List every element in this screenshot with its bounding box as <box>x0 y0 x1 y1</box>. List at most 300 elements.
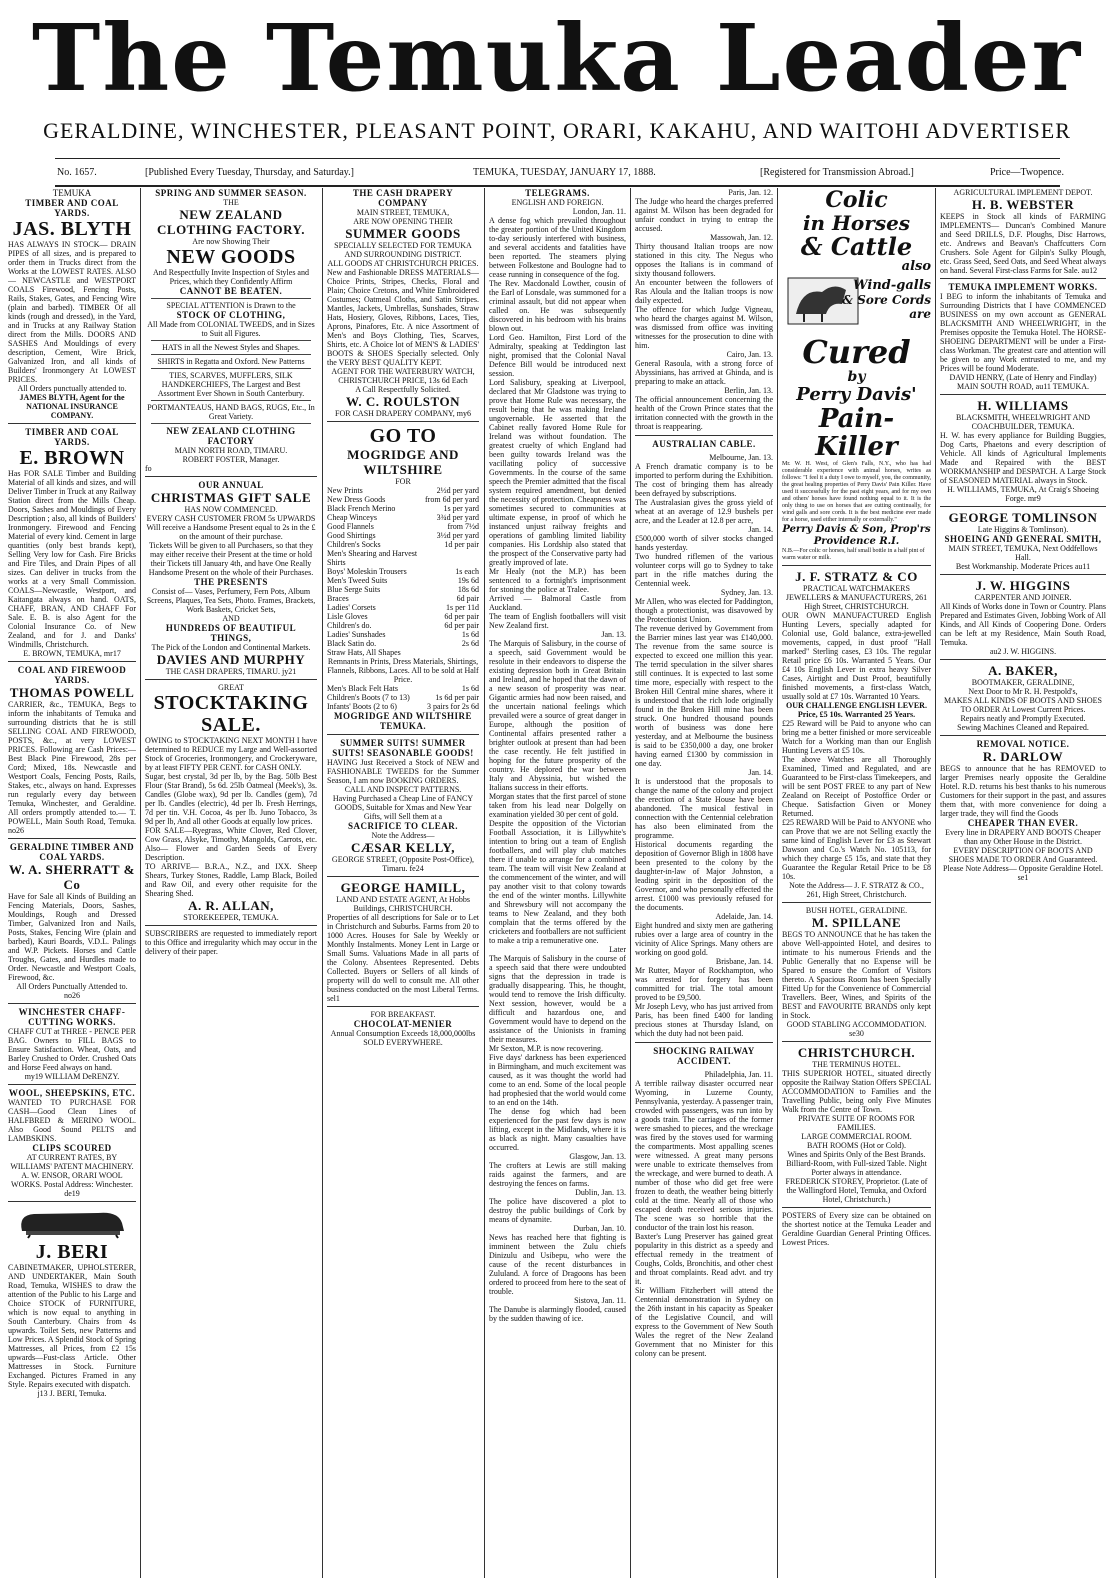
ad-line: SHIRTS in Regatta and Oxford. New Patterns <box>157 357 305 366</box>
news-paragraph: The crofters at Lewis are still making raids against the farmers, and are destroying the fences on farms. <box>489 1161 626 1188</box>
ad-body: The above Watches are all Thoroughly Examined, Timed and Regulated, and are Guaranteed to be First-class Timekeepers, and will be sent POST FREE to any part of New Zealand on Receipt of Postoffice Order or Cheque. Satisfaction Given or Money Returned. <box>782 755 931 818</box>
advertiser-name: J. BERI <box>35 1241 109 1263</box>
ad-terminus-hotel <box>782 1045 931 1208</box>
divider <box>151 400 311 401</box>
advertiser-name: MOGRIDGE AND WILTSHIRE <box>347 447 459 477</box>
price-item: Children's do. <box>327 621 372 630</box>
dateline: Berlin, Jan. 13. <box>724 386 773 395</box>
ad-body: New and Fashionable DRESS MATERIALS—Choice Prints, Stripes, Checks, Floral and Plain; Choice Cretons, and White Embroidered Costumes; Oatmeal Cloths, and Satin Stripes. Mantles, Jackets, Umbrellas, Sunshades, Straw Hats, Hosiery, Gloves, Ribbons, Laces, Ties, Aprons, Pinafores, Etc. A nice Assortment of Men's and Boys Clothing, Ties, Scarves, Shirts, etc. A Choice lot of MEN'S & LADIES' BOOTS & SHOES Specially selected. Only the VERY BEST QUALITY KEPT. <box>327 268 479 367</box>
ad-body: KEEPS in Stock all kinds of FARMING IMPLEMENTS— Duncan's Combined Manure and Seed DRILLS, D.F. Ploughs, Disc Harrows, etc. Andrews and Beavan's Chaffcutters Corn Crushers. Sole Agent for Gilpin's Sulky Plough, etc. Grass Seed, Seed Oats, and Seed Wheat always on hand. Several First-class Farms for Sale. au12 <box>940 212 1106 275</box>
ad-kicker: GREAT <box>218 683 244 692</box>
divider <box>151 340 311 341</box>
ad-headline: in Horses <box>802 211 911 235</box>
ad-line: CARPENTER AND JOINER. <box>974 593 1072 602</box>
ad-nz-clothing <box>145 188 317 477</box>
price-item: Men's Black Felt Hats <box>327 684 398 693</box>
advertiser-name: JAS. BLYTH <box>12 218 132 240</box>
ad-note: All Orders Punctually Attended to. no26 <box>16 982 128 1000</box>
ad-david-henry <box>940 282 1106 395</box>
ad-signature: STOREKEEPER, TEMUKA. <box>183 913 279 922</box>
ad-body: EVERY CASH CUSTOMER FROM 5s UPWARDS Will receive a Handsome Present equal to 2s in the £ on the amount of their purchase. <box>146 514 316 541</box>
price-value: 19s 6d <box>457 576 479 585</box>
advertiser-name: W. A. SHERRATT & Co <box>9 862 135 892</box>
ad-signature: Note the Address— J. F. STRATZ & CO., 261, High Street, Christchurch. <box>789 881 924 899</box>
news-paragraph: It is understood that the proposals to change the name of the colony and project the erection of a State House have been abandoned. The musical festival in connection with the Centennial celebration has also been eliminated from the programme. <box>635 777 773 840</box>
ad-highlight: SACRIFICE TO CLEAR. <box>348 821 458 831</box>
price-item: Men's Shearing and Harvest Shirts <box>327 549 418 567</box>
divider <box>151 298 311 299</box>
news-paragraph: The Marquis of Salisbury, in the course of a speech, said Government would be resolute in their endeavors to disperse the existing depression both in Great Britain and Ireland, and he hoped that the dawn of a new season of prosperity was near. Gigantic armies had now been raised, and the uncertain national feelings which prevailed were a source of great danger in Europe, although the position of Continental affairs presented rather a brighter outlook at present than had been the case recently. He felt justified in hoping for the future prosperity of the country. He deplored the war between Italy and Abyssinia, but wished the Italians success in their efforts. <box>489 639 626 792</box>
news-paragraph: Five days' darkness has been experienced in Birmingham, and much excitement was caused, as it was thought the world had come to an end. Some of the local people had prophesied that the world would come to an end on the 14th. <box>489 1053 626 1107</box>
ad-highlight: NEW GOODS <box>166 246 296 268</box>
news-paragraph: A French dramatic company is to be imported to perform during the Exhibition. The cost of bringing them has already been defrayed by subscriptions. <box>635 462 773 498</box>
dateline: Adelaide, Jan. 14. <box>715 912 773 921</box>
ad-line: Repairs neatly and Promptly Executed. <box>960 714 1086 723</box>
ad-heading: SHOEING AND GENERAL SMITH, <box>944 534 1102 544</box>
ad-kicker: SPRING AND SUMMER SEASON. <box>155 188 307 198</box>
ad-caesar-kelly <box>327 738 479 877</box>
price-row <box>327 486 479 495</box>
ad-body: Tickets Will be given to all Purchasers, so that they may either receive their Present at the time or hold their Tickets till January 4th, and have One Really Handsome Present on the whole of their Purchases. <box>148 541 314 577</box>
price-value: 1s per 11d <box>445 603 479 612</box>
section-subheading: ENGLISH AND FOREIGN. <box>511 198 604 207</box>
ad-beri <box>8 1205 136 1401</box>
price-item: Black French Merino <box>327 504 396 513</box>
news-paragraph: Despite the opposition of the Victorian Football Association, it is Lillywhite's intention to bring out a team of English footballers, and will play club matches there if unable to arrange for a combined team. The team will visit New Zealand at the commencement of the winter, and will pay another visit to that colony towards the end of the winter months. Lillywhite and Shrewsbury will not accompany the teams to New Zealand, and they both complain that the terms offered by the cricketers and footballers are not sufficient to make a trip a remunerative one. <box>489 819 626 945</box>
ad-body: OWING to STOCKTAKING NEXT MONTH I have determined to REDUCE my Large and Well-assorted Stock of Groceries, Ironmongery, and Crockeryware, by at least FIFTY PER CENT. for CASH ONLY. <box>145 736 317 772</box>
advertiser-name: W. C. ROULSTON <box>346 394 460 409</box>
price-value: 1s each <box>455 567 479 576</box>
news-paragraph: The team of English footballers will visit New Zealand first. <box>489 612 626 630</box>
ad-line: Every line in DRAPERY AND BOOTS Cheaper than any Other House in the District. <box>945 828 1101 846</box>
ad-allan <box>145 683 317 926</box>
ad-body: BEGS TO ANNOUNCE that he has taken the above Well-appointed Hotel, and desires to intimate to his numerous Friends and the Public Generally that no Expense will be Spared to ensure the Comfort of Visitors thereto. A Spacious Room has been Specially Fitted Up for the Convenience of Commercial Travellers. Beer, Wines, and Spirits of the BEST and FAVOURITE BRANDS only kept in Stock. <box>782 930 931 1020</box>
advertiser-name: J. F. STRATZ & CO <box>795 569 918 584</box>
dateline: Paris, Jan. 12. <box>728 188 773 197</box>
ad-kicker: OUR ANNUAL <box>198 480 264 490</box>
ad-kicker: SUMMER SUITS! SUMMER SUITS! SEASONABLE GOODS! <box>332 738 474 758</box>
advertiser-name: H. WILLIAMS <box>977 398 1069 413</box>
price-value: 3½d per yard <box>436 531 479 540</box>
ad-headline: Perry Davis' <box>796 384 917 405</box>
ad-line: CALL AND INSPECT PATTERNS. <box>344 785 462 794</box>
price-item: New Dress Goods <box>327 495 386 504</box>
ad-headline: Pain-Killer <box>815 404 898 462</box>
price-value: 6d pair <box>456 594 479 603</box>
ad-signature: MOGRIDGE AND WILTSHIRE TEMUKA. <box>333 711 473 731</box>
ad-the: THE <box>223 198 239 207</box>
ad-line: PRACTICAL WATCHMAKERS JEWELLERS & MANUFACTURERS, 261 High Street, CHRISTCHURCH. <box>785 584 928 611</box>
ad-heading: WOOL, SHEEPSKINS, ETC. <box>8 1088 136 1098</box>
columns <box>0 188 1114 1579</box>
ad-signature: JAMES BLYTH, Agent for the NATIONAL INSURANCE COMPANY. <box>19 393 125 420</box>
ad-highlight: HUNDREDS OF BEAUTIFUL THINGS, <box>165 623 297 643</box>
dateline: Sistova, Jan. 11. <box>574 1296 626 1305</box>
ad-list: Sugar, best crystal, 3d per lb, by the Bag. 50lb Best Flour (Star Brand), 5s 6d. 25lb Oatmeal (Meek's), 3s. Candles (Globe wax), 9d per lb. Candles (gem), 7d per lb. Candles (electric), 4d per lb. Fresh Herrings, 7d per tin. V.H. Cocoa, 4s per lb. Juno Tobacco, 3s 9d per lb, And all other Goods at equally low prices. <box>145 772 317 826</box>
newspaper-subtitle: GERALDINE, WINCHESTER, PLEASANT POINT, ORARI, KAKAHU, AND WAITOHI ADVERTISER <box>43 118 1071 143</box>
ad-kicker: BUSH HOTEL, GERALDINE. <box>805 906 908 915</box>
issue-price: Price—Twopence. <box>990 167 1064 178</box>
ad-pain-killer <box>782 188 931 566</box>
ad-line: PORTMANTEAUS, HAND BAGS, RUGS, Etc., In Great Variety. <box>147 403 315 421</box>
ad-christmas-gift <box>145 480 317 680</box>
dateline: Jan. 14. <box>748 768 773 777</box>
ad-higgins <box>940 578 1106 660</box>
ad-highlight: CLIPS SCOURED <box>32 1143 112 1153</box>
ad-highlight: STOCK OF CLOTHING, <box>176 310 286 320</box>
ad-mogridge <box>327 425 479 735</box>
ad-menier <box>327 1010 479 1050</box>
price-row <box>327 648 479 657</box>
section-heading: AUSTRALIAN CABLE. <box>635 435 773 449</box>
ad-hamill <box>327 880 479 1007</box>
ad-headline: Cured <box>802 333 911 371</box>
column-4 <box>489 188 626 1578</box>
ad-line: LARGE COMMERCIAL ROOM. <box>801 1132 912 1141</box>
price-row <box>327 612 479 621</box>
price-row <box>327 567 479 576</box>
price-value: 1s per yard <box>443 504 479 513</box>
advertiser-name: CÆSAR KELLY, <box>350 840 456 855</box>
ad-body: H. W. has every appliance for Building Buggies, Dog Carts, Phaetons and every description of Vehicle. All kinds of Agricultural Implements Made and Repaired with the BEST WORKMANSHIP and DESPATCH. A Large Stock of SEASONED MATERIAL always in Stock. <box>940 431 1106 485</box>
news-paragraph: The Australasian gives the gross yield of wheat at an average of 12.9 bushels per acre, and the Leader at 12.8 per acre, <box>635 498 773 525</box>
ad-line: MAIN STREET, TEMUKA, Next Oddfellows Hall. <box>948 544 1098 562</box>
price-value <box>425 648 479 657</box>
ad-line: Sewing Machines Cleaned and Repaired. <box>957 723 1089 732</box>
ad-line: The Pick of the London and Continental Markets. <box>151 643 311 652</box>
dateline: Philadelphia, Jan. 11. <box>704 1070 773 1079</box>
ad-powell <box>8 665 136 839</box>
issue-number: No. 1657. <box>57 167 97 178</box>
price-item: Ladies' Sunshades <box>327 630 386 639</box>
advertiser-name: STOCKTAKING SALE. <box>153 692 309 736</box>
ad-signature: au2 J. W. HIGGINS. <box>989 647 1057 656</box>
ad-body: FOR SALE—Ryegrass, White Clover, Red Clover, Cow Grass, Alsyke, Timothy, Mangolds, Carrots, etc. Also— Flower and Garden Seeds of Every Description. <box>145 826 317 862</box>
ad-heading: REMOVAL NOTICE. <box>976 739 1070 749</box>
ad-headline: & Sore Cords <box>842 293 931 307</box>
ad-signature: H. WILLIAMS, TEMUKA, At Craig's Shoeing Forge. mr9 <box>947 485 1099 503</box>
ad-highlight: NEW ZEALAND CLOTHING FACTORY <box>166 426 296 446</box>
section-heading: SHOCKING RAILWAY ACCIDENT. <box>635 1042 773 1066</box>
ad-line: TIES, SCARVES, MUFFLERS, SILK HANDKERCHIEFS, The Largest and Best Assortment Ever Shown in South Canterbury. <box>157 371 305 398</box>
ad-line: HAS NOW COMMENCED. <box>184 505 278 514</box>
price-row <box>327 576 479 585</box>
notice-body: POSTERS of Every size can be obtained on the shortest notice at the Temuka Leader and Geraldine Guardian General Printing Offices. Lowest Prices. <box>782 1211 931 1247</box>
news-paragraph: The Judge who heard the charges preferred against M. Wilson has been degraded for unfair conduct in trying to entrap the accused. <box>635 197 773 233</box>
ad-body: OUR OWN MANUFACTURED English Hunting Levers, specially adapted for Colonial use, Gold balance, extra-jewelled movements, capped, in dust proof "Hall marked" Sterling cases, £3 10s. The regular Retail price £6 10s. Warranted 5 Years. Our £4 10s English Lever in extra heavy Silver Cases, Airtight and Dust Proof, beautifully finished movements, a first-class Watch, usually sold at £7 10s. Warranted 10 Years. <box>782 611 931 701</box>
issue-date: TEMUKA, TUESDAY, JANUARY 17, 1888. <box>473 167 656 178</box>
price-value: 2s 6d <box>461 639 479 648</box>
ad-code: fo <box>145 464 152 473</box>
price-value: 2½d per yard <box>436 486 479 495</box>
price-row <box>327 504 479 513</box>
ad-note: N.B.—For colic or horses, half small bottle in a half pint of warm water or milk. <box>782 548 925 561</box>
price-list <box>327 486 479 657</box>
price-item: Men's Tweed Suits <box>327 576 388 585</box>
divider <box>151 368 311 369</box>
ad-line: A Call Respectfully Solicited. <box>355 385 451 394</box>
sofa-illustration <box>8 1205 136 1239</box>
ad-line: PRIVATE SUITE OF ROOMS FOR FAMILIES. <box>798 1114 915 1132</box>
column-rule <box>140 188 141 1578</box>
ad-kicker: FOR BREAKFAST. <box>370 1010 436 1019</box>
ad-line: All Made from COLONIAL TWEEDS, and in Sizes to Suit all Figures. <box>147 320 315 338</box>
dateline: Durban, Jan. 10. <box>573 1224 626 1233</box>
ad-body: Consist of— Vases, Perfumery, Fern Pots, Album Screens, Plaques, Tea Sets, Photo. Frames, Brackets, Work Baskets, Cricket Sets, <box>146 587 316 614</box>
masthead <box>0 0 1114 190</box>
ad-headline: by <box>847 369 866 385</box>
ad-line: MAIN STREET, TEMUKA, <box>356 208 450 217</box>
news-paragraph: Mr Joseph Levy, who has just arrived from Paris, has been fined £400 for landing precious stones at Thursday Island, on which the duty had not been paid. <box>635 1002 773 1038</box>
price-value: 6d per pair <box>444 621 479 630</box>
publication-days: [Published Every Tuesday, Thursday, and Saturday.] <box>145 167 354 178</box>
price-item: Cheap Winceys <box>327 513 377 522</box>
ad-headline: also <box>901 259 931 274</box>
price-row <box>327 549 479 567</box>
ad-heading: WINCHESTER CHAFF-CUTTING WORKS. <box>18 1007 126 1027</box>
news-paragraph: Baxter's Lung Preserver has gained great popularity in this district as a speedy and effectual remedy in the treatment of Coughs, Colds, Bronchitis, and other chest and throat complaints. Read advt. and try it. <box>635 1232 773 1286</box>
ad-line: ARE NOW OPENING THEIR <box>353 217 453 226</box>
news-paragraph: An encounter between the followers of Ras Aloula and the Italian troops is now daily expected. <box>635 278 773 305</box>
ad-line: BOOTMAKER, GERALDINE, <box>971 678 1075 687</box>
price-value: 3 pairs for 2s 6d <box>427 702 479 711</box>
ad-heading: TIMBER AND COAL YARDS. <box>25 198 119 218</box>
ad-body: CABINETMAKER, UPHOLSTERER, AND UNDERTAKER, Main South Road, Temuka, WISHES to draw the attention of the Public to his Large and Choice STOCK of FURNITURE, which is now equal to anything in South Canterbury. Chairs from 4s upwards. Toilet Sets, new Patterns and Low Prices. A Splendid Stock of Spring Mattresses, all Prices, from £2 15s upwards—Fust-class Article. Other Mattresses in Stock. Furniture Exchanged. Pictures Framed in any Style. Repairs executed with dispatch. <box>8 1263 136 1389</box>
ad-signature: THE CASH DRAPERS, TIMARU. jy21 <box>165 667 297 676</box>
news-paragraph: Two hundred riflemen of the various volunteer corps will go to Sydney to take part in the rifle matches during the Centennial week. <box>635 552 773 588</box>
dateline: Dublin, Jan. 13. <box>575 1188 626 1197</box>
ad-signature: GEORGE STREET, (Opposite Post-Office), Timaru. fe24 <box>331 855 475 873</box>
news-paragraph: A terrible railway disaster occurred near Wyoming, in Luzerne County, Pennsylvania, yesterday. A passenger train, crowded with passengers, was run into by a goods train. The carriages of the former were smashed to pieces, and the wreckage was fired by the stoves used for warming the compartments. Most appalling scenes were witnessed. A great many persons were unable to extricate themselves from the wreckage, and were burned to death. A number of those who did get free were frozen to death, the weather being bitterly cold at the time. Nearly all of those who escaped death received serious injuries. The scene was so horrible that the conductor of the train lost his reason. <box>635 1079 773 1232</box>
ad-body: £25 REWARD Will be Paid to ANYONE who can Prove that we are not Selling exactly the same kind of English Lever for £3 as Stewart Dawson and Co.'s Watch No. 105113, for which they charge £5 15s, and state that they Guarantee the Regular Retail Price to be £8 10s. <box>782 818 931 881</box>
advertiser-name: GEORGE HAMILL, <box>340 880 466 895</box>
ad-kicker: GO TO <box>369 425 437 447</box>
price-row <box>327 630 479 639</box>
ad-note: All Orders punctually attended to. <box>17 384 127 393</box>
ad-line: Are now Showing Their <box>192 237 270 246</box>
ad-baker <box>940 663 1106 736</box>
news-paragraph: £500,000 worth of silver stocks changed hands yesterday. <box>635 534 773 552</box>
ad-line: SOLD EVERYWHERE. <box>363 1038 443 1047</box>
ad-body: TO ARRIVE— B.R.A., N.Z., and IXX. Sheep Shears, Turkey Stones, Raddle, Lamp Black, Boiled and Raw Oil, and every other requisite for the Shearing Shed. <box>145 862 317 898</box>
ad-heading: COAL AND FIREWOOD YARDS. <box>17 665 127 685</box>
price-item: Straw Hats, All Shapes <box>327 648 401 657</box>
ad-signature: Providence R.I. <box>813 536 900 547</box>
ad-darlow <box>940 739 1106 885</box>
advertiser-name: A. R. ALLAN, <box>188 898 274 913</box>
ad-body: Have for Sale all Kinds of Building an Fencing Materials, Doors, Sashes, Mouldings, Rough and Dressed Timber, Galvanized Iron and Nails, Posts, Stakes, Fencing Wire (plain and barbed), Kauri Boards, V.D.L. Palings and W.P. Pickets. Horses and Cattle Troughs, Gates, and Hurdles made to Order. Newcastle and Westport Coals, Firewood, &c. <box>8 892 136 982</box>
column-rule <box>484 188 485 1578</box>
price-item: Children's Socks <box>327 540 381 549</box>
ad-body: THIS SUPERIOR HOTEL, situated directly opposite the Railway Station Offers SPECIAL ACCOMMODATION to Families and the Travelling Public, being only Five Minutes Walk from the Centre of Town. <box>782 1069 931 1114</box>
price-item: Black Satin do. <box>327 639 377 648</box>
advertiser-name: H. B. WEBSTER <box>971 197 1075 212</box>
notice-subscribers <box>145 929 317 959</box>
ad-body: HAVING Just Received a Stock of NEW and FASHIONABLE TWEEDS for the Summer Season, I am now BOOKING ORDERS. <box>327 758 479 785</box>
price-row <box>327 621 479 630</box>
notice-posters <box>782 1211 931 1250</box>
dateline: Later <box>609 945 626 954</box>
ad-h-williams <box>940 398 1106 507</box>
ad-signature: my19 WILLIAM DeRENZY. <box>24 1072 120 1081</box>
column-rule <box>935 188 936 1578</box>
ad-signature: FOR CASH DRAPERY COMPANY, my6 <box>335 409 471 418</box>
ad-signature: ROBERT FOSTER, Manager. <box>182 455 280 464</box>
ad-sherratt <box>8 842 136 1004</box>
advertiser-name: THOMAS POWELL <box>9 685 135 700</box>
price-list <box>327 684 479 711</box>
dateline: Glasgow, Jan. 13. <box>569 1152 626 1161</box>
news-paragraph: Lord Salisbury, speaking at Liverpool, declared that Mr Gladstone was trying to prove that Home Rule was necessary, the result being that he was making Ireland ungovernable. He asserted that the Cabinet really favored Home Rule for Ireland was without foundation. The greatest cruelty of which England had been guilty towards Ireland was the vacillating policy of successive Governments. In the course of the same speech the Premier admitted that the fiscal system required amendment, but denied the necessity of protection. Cheapness was sometimes secured to communities at ultimate expense, in proof of which he instanced unjust railway freights and operations of gambling limited liability companies. His Lordship also stated that the prospect of the Conservative party had greatly improved of late. <box>489 378 626 567</box>
ad-heading: THE PRESENTS <box>194 577 268 587</box>
price-row <box>327 693 479 702</box>
price-item: Boys' Moleskin Trousers <box>327 567 407 576</box>
news-paragraph: General Rasoula, with a strong force of Abyssinians, has arrived at Ghinda, and is preparing to make an attack. <box>635 359 773 386</box>
ad-highlight: CANNOT BE BEATEN. <box>179 286 283 296</box>
price-value: 1s 6d <box>461 684 479 693</box>
divider <box>151 354 311 355</box>
section-heading: TELEGRAMS. <box>525 188 590 198</box>
price-item: Braces <box>327 594 349 603</box>
advertiser-name: DAVIES AND MURPHY <box>156 652 306 667</box>
advertiser-name: CHRISTMAS GIFT SALE <box>150 490 312 505</box>
ad-body: Properties of all descriptions for Sale or to Let in Christchurch and Suburbs. Farms from 20 to 1000 Acres. Houses for Sale by Weekly or Monthly Instalments. Money Lent in Large or Small Sums. Valuations Made in all parts of the Colony. Absentees Represented. Debts Collected. Buyers or Sellers of all kinds of property will do well to consult me. All other business conducted on the most Liberal Terms. sel1 <box>327 913 479 1003</box>
column-3 <box>327 188 479 1578</box>
dateline: London, Jan. 11. <box>572 207 626 216</box>
ad-tomlinson <box>940 510 1106 575</box>
ad-line: Next Door to Mr R. H. Pestpold's, <box>968 687 1078 696</box>
ad-cash-drapery <box>327 188 479 422</box>
news-paragraph: Mr Sexton, M.P. is now recovering. <box>489 1044 603 1053</box>
price-row <box>327 594 479 603</box>
news-paragraph: Mr Allen, who was elected for Paddington, though a protectionist, was disavowed by the Protectionist Union. <box>635 597 773 624</box>
ad-note: AT CURRENT RATES, BY WILLIAMS' PATENT MACHINERY. <box>10 1153 134 1171</box>
ad-signature: E. BROWN, TEMUKA, mr17 <box>23 649 121 658</box>
ad-line: HATS in all the Newest Styles and Shapes. <box>162 343 300 352</box>
news-paragraph: Sir William Fitzherbert will attend the Centennial demonstration in Sydney on the 26th instant in his capacity as Speaker of the Legislative Council, and will express to the Government of New South Wales the regret of the New Zealand Government that no Minister for this colony can be present. <box>635 1286 773 1358</box>
price-item: Good Flannels <box>327 522 374 531</box>
ad-heading: TIMBER AND COAL YARDS. <box>25 427 119 447</box>
column-2 <box>145 188 317 1578</box>
ad-body: BEGS to announce that he has REMOVED to larger Premises nearly opposite the Geraldine Hotel. R.D. returns his best thanks to his numerous Customers for their support in the past, and assures them that, with more convenience for doing a larger trade, they will find the Goods <box>940 764 1106 818</box>
ad-signature: Perry Davis & Son, Prop'rs <box>782 524 931 535</box>
advertiser-name: E. BROWN <box>19 447 125 469</box>
news-paragraph: The dense fog which had been experienced for the past few days is now lifting, except in the Midlands, where it is as black as night. Many casualties have occurred. <box>489 1107 626 1152</box>
ad-signature: j13 J. BERI, Temuka. <box>37 1389 107 1398</box>
news-paragraph: The Rev. Macdonald Lowther, cousin of the Earl of Lonsdale, was summoned for a criminal assault, but did not appear when called on. He was subsequently discovered in his bedroom with his brains blown out. <box>489 279 626 333</box>
news-paragraph: The revenue derived by Government from the Barrier mines last year was £140,000. The revenue from the same source is expected to exceed one million this year. The terrid speculation in the silver shares still continues. It is expected to last some time more, especially with respect to the Broken Hill Central mine shares, where it is understood that the rich lode originally found in the Broken Hill mine has been struck. One hundred thousand pounds worth of business was done here yesterday, and at Melbourne the business is said to be £350,000 a day, one broker having earned £1300 by commission in one day. <box>635 624 773 768</box>
price-item: Ladies' Corsets <box>327 603 376 612</box>
ad-headline: are <box>909 307 931 321</box>
ad-line: Note the Address— <box>371 831 435 840</box>
advertiser-name: CHRISTCHURCH. <box>797 1045 916 1060</box>
ad-line: Late Higgins & Tomlinson). <box>977 525 1069 534</box>
price-row <box>327 513 479 522</box>
news-paragraph: Arrived — Balmoral Castle from Auckland. <box>489 594 626 612</box>
price-value: from 6d per yard <box>425 495 479 504</box>
ad-line: Billiard-Room, with Full-sized Table. Night Porter always in attendance. <box>786 1159 927 1177</box>
ad-line: EVERY DESCRIPTION OF BOOTS AND SHOES MADE TO ORDER And Guaranteed. <box>948 846 1098 864</box>
advertiser-name: A. BAKER, <box>988 663 1058 678</box>
dateline: Brisbane, Jan. 14. <box>715 957 773 966</box>
ad-line: Having Purchased a Cheap Line of FANCY GOODS, Suitable for Xmas and New Year Gifts, will Sell them at a <box>332 794 474 821</box>
price-row <box>327 585 479 594</box>
dateline: Sydney, Jan. 13. <box>720 588 773 597</box>
column-6 <box>782 188 931 1578</box>
news-paragraph: The official announcement concerning the health of the Crown Prince states that the irritation connected with the growth in the throat is reappearing. <box>635 395 773 431</box>
newspaper-title: The Temuka Leader <box>31 4 1083 112</box>
ad-headline: & Cattle <box>800 232 913 261</box>
ad-body: HAS ALWAYS IN STOCK— DRAIN PIPES of all sizes, and is prepared to order them in Trucks direct from the Works at the LOWEST RATES. ALSO— NEWCASTLE and WESTPORT COALS Firewood, Fencing Posts, Rails, Stakes, Gates, and Fencing Wire (plain and barbed). TIMBER Of all kinds (rough and dressed), in the Yard, and in Trucks at any Railway Station direct from the Mills. DOORS AND SASHES And Mouldings of every description, Cement, Wire Brick, Galvanized Iron, and all kinds of Builders' Ironmongery At LOWEST PRICES. <box>8 240 136 384</box>
price-value: 18s 6d <box>457 585 479 594</box>
ad-signature: A. W. ENSOR, ORARI WOOL WORKS. Postal Address: Winchester. de19 <box>11 1171 133 1198</box>
ad-body: £25 Reward will be Paid to anyone who can bring me a better finished or more serviceable Watch for a Working man than our English Hunting Levers at £5 10s. <box>782 719 931 755</box>
dateline: Melbourne, Jan. 13. <box>709 453 773 462</box>
price-row <box>327 639 479 648</box>
ad-line: Annual Consumption Exceeds 18,000,000lbs <box>330 1029 476 1038</box>
advertiser-name: NEW ZEALAND CLOTHING FACTORY. <box>157 207 305 237</box>
ad-chaff <box>8 1007 136 1085</box>
ad-spillane <box>782 906 931 1042</box>
ad-body: All Kinds of Works done in Town or Country. Plans Prepared and Estimates Given, Jobbing Work of All Kinds, and All Kinds of Coopering Done. Orders can be left at my Residence, Main South Road, Temuka. <box>940 602 1106 647</box>
ad-heading: TEMUKA IMPLEMENT WORKS. <box>948 282 1098 292</box>
news-paragraph: Eight hundred and sixty men are gathering rubies over a large area of country in the vicinity of Alice Springs. Many others are working on good gold. <box>635 921 773 957</box>
ad-line: THE TERMINUS HOTEL. <box>812 1060 901 1069</box>
ad-ensor <box>8 1088 136 1202</box>
column-rule <box>322 188 323 1578</box>
ad-line: LAND AND ESTATE AGENT, At Hobbs Buildings, CHRISTCHURCH. <box>336 895 470 913</box>
price-value: 6d per pair <box>444 612 479 621</box>
ad-headline: Wind-galls <box>853 278 931 293</box>
advertiser-name: R. DARLOW <box>982 749 1064 764</box>
price-row <box>327 540 479 549</box>
advertiser-name: THE CASH DRAPERY COMPANY <box>352 188 454 208</box>
ad-line: BLACKSMITH, WHEELWRIGHT AND COACHBUILDER, TEMUKA. <box>956 413 1090 431</box>
ad-body: CARRIER, &c., TEMUKA, Begs to inform the inhabitants of Temuka and surrounding districts that he is still SELLING COAL AND FIREWOOD, POSTS, &c., at very LOWEST PRICES. Following are Cash Prices:—Best Black Pine Firewood, 28s per Cord; Mixed, 18s. Newcastle and Westport Coals, Fencing Posts, Rails, Stakes, etc., always on hand. Expresses run regularly every day between Temuka, Winchester, and Geraldine. All orders promptly attended to.— T. POWELL, Main South Road, Temuka. no26 <box>8 700 136 835</box>
advertiser-name: GEORGE TOMLINSON <box>948 510 1098 525</box>
news-paragraph: Historical documents regarding the deposition of Governor Bligh in 1808 have been presented to the colony by the daughter-in-law of Major Johnston, a leading spirit in the deposition of the Governor, and who personally effected the arrest. £1000 was previously refused for the documents. <box>635 840 773 912</box>
ad-line: SPECIALLY SELECTED FOR TEMUKA AND SURROUNDING DISTRICT. <box>334 241 472 259</box>
price-value <box>425 549 479 567</box>
price-value: 1d per pair <box>444 540 479 549</box>
price-item: Blue Serge Suits <box>327 585 381 594</box>
ad-headline: Colic <box>825 188 888 213</box>
news-paragraph: News has reached here that fighting is imminent between the Zulu chiefs Dinizulu and Usibepu, who were the cause of the recent disturbances in Zululand. A force of Dragoons has been ordered to proceed from here to the seat of trouble. <box>489 1233 626 1296</box>
registration-note: [Registered for Transmission Abroad.] <box>760 167 914 178</box>
ad-line: BATH ROOMS (Hot or Cold). <box>807 1141 906 1150</box>
column-7 <box>940 188 1106 1578</box>
price-value: 3¾d per yard <box>436 513 479 522</box>
price-item: Children's Boots (7 to 13) <box>327 693 410 702</box>
ad-line: GOOD STABLING ACCOMMODATION. se30 <box>786 1020 927 1038</box>
ad-line: And Respectfully Invite Inspection of Styles and Prices, which they Confidently Affirm <box>153 268 309 286</box>
ad-highlight: CHEAPER THAN EVER. <box>967 818 1079 828</box>
dateline: Cairo, Jan. 13. <box>726 350 773 359</box>
news-paragraph: The Danube is alarmingly flooded, caused by the sudden thawing of ice. <box>489 1305 626 1323</box>
ad-line: Remnants in Prints, Dress Materials, Shirtings, Flannels, Ribbons, Laces. All to be sold at Half Price. <box>327 657 479 684</box>
ad-line: SPECIAL ATTENTION is Drawn to the <box>166 301 296 310</box>
ad-body: WANTED TO PURCHASE FOR CASH—Good Clean Lines of HALFBRED & MERINO WOOL. Also Good Sound PELTS and LAMBSKINS. <box>8 1098 136 1143</box>
news-paragraph: The police have discovered a plot to destroy the public buildings of Cork by means of dynamite. <box>489 1197 626 1224</box>
price-item: Infants' Boots (2 to 6) <box>327 702 397 711</box>
ad-testimonial: Mr. W. H. West, of Glen's Falls, N.Y., who has had considerable experience with animal horses, writes as follows: "I feel it a duty I owe to myself, you, the community, the great healing properties of Perry Davis' Pain Killer. Have used it successfully for the past eight years, and for my own and others' horses have found nothing equal to it. It is the only thing to use on horses that are cutting continually, for wind galls and sore cords. It is the best medicine ever made for a horse, used either internally or externally." <box>782 461 931 523</box>
ad-line: AND <box>222 614 240 623</box>
ad-line: ALL GOODS AT CHRISTCHURCH PRICES. <box>327 259 479 268</box>
news-paragraph: The offence for which Judge Vigneau, who heard the charges against M. Wilson, was dismissed from office was inviting witnesses for the prosecution to dine with him. <box>635 305 773 350</box>
ad-highlight: SUMMER GOODS <box>345 226 461 241</box>
ad-body: CHAFF CUT at THREE - PENCE PER BAG. Owners to FILL BAGS to Ensure Satisfaction. Wheat, Oats, and Barley Crushed to Order. Crushed Oats and Horse Feed always on hand. <box>8 1027 136 1072</box>
ad-line: Best Workmanship. Moderate Prices au11 <box>955 562 1091 571</box>
